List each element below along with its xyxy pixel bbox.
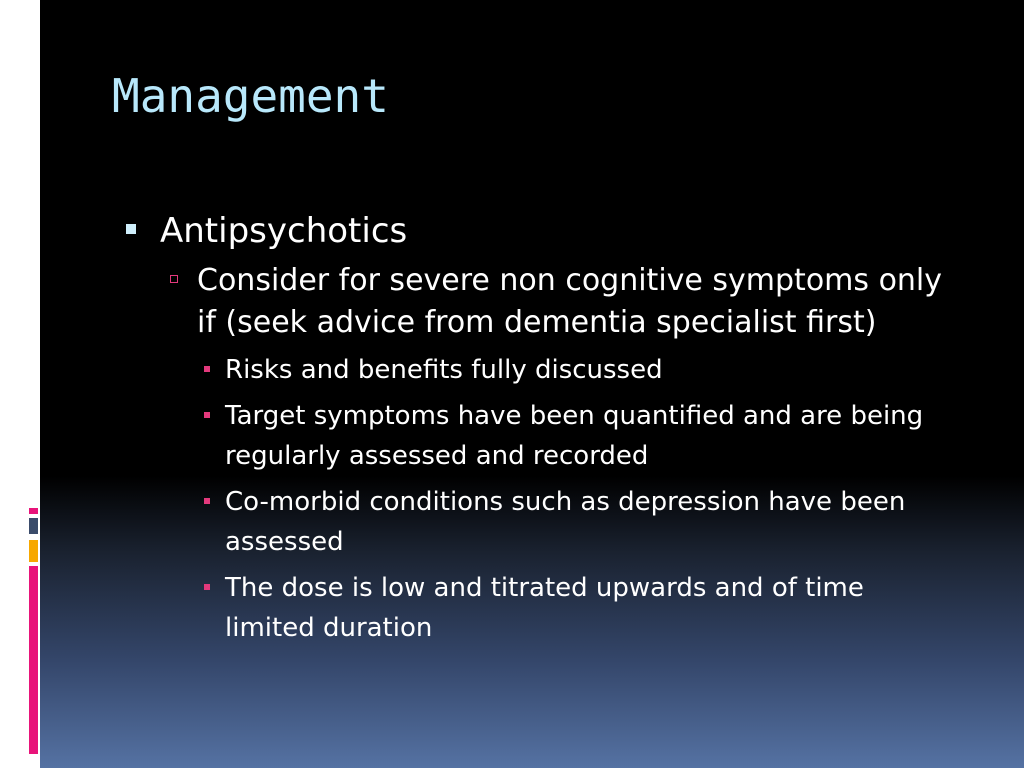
slide-title: Management xyxy=(112,69,389,123)
bullet-text: Co-morbid conditions such as depression have been assessed xyxy=(225,487,906,557)
accent-bar-pink-long xyxy=(29,566,38,754)
small-square-bullet-icon xyxy=(204,498,210,504)
small-square-bullet-icon xyxy=(204,412,210,418)
bullet-list xyxy=(120,208,980,654)
hollow-square-bullet-icon xyxy=(170,275,178,283)
bullet-level3-item xyxy=(202,568,961,648)
bullet-level3-item xyxy=(202,396,961,476)
small-square-bullet-icon xyxy=(204,366,210,372)
bullet-text: Antipsychotics xyxy=(160,211,408,251)
bullet-text: The dose is low and titrated upwards and of time limited duration xyxy=(225,573,864,643)
bullet-level3-item xyxy=(202,350,961,390)
bullet-text: Consider for severe non cognitive symptoms only if (seek advice from dementia specialist first) xyxy=(197,263,943,340)
bullet-text: Risks and benefits fully discussed xyxy=(225,355,663,385)
accent-bar-orange xyxy=(29,540,38,562)
bullet-level2-item xyxy=(168,260,953,344)
bullet-level3-item xyxy=(202,482,961,562)
accent-bar-pink-top xyxy=(29,508,38,514)
accent-bar-slate xyxy=(29,518,38,534)
square-bullet-icon xyxy=(126,224,136,234)
left-decoration-strip xyxy=(0,0,40,768)
bullet-level1-item xyxy=(120,208,980,254)
small-square-bullet-icon xyxy=(204,584,210,590)
bullet-text: Target symptoms have been quantified and are being regularly assessed and recorded xyxy=(225,401,924,471)
